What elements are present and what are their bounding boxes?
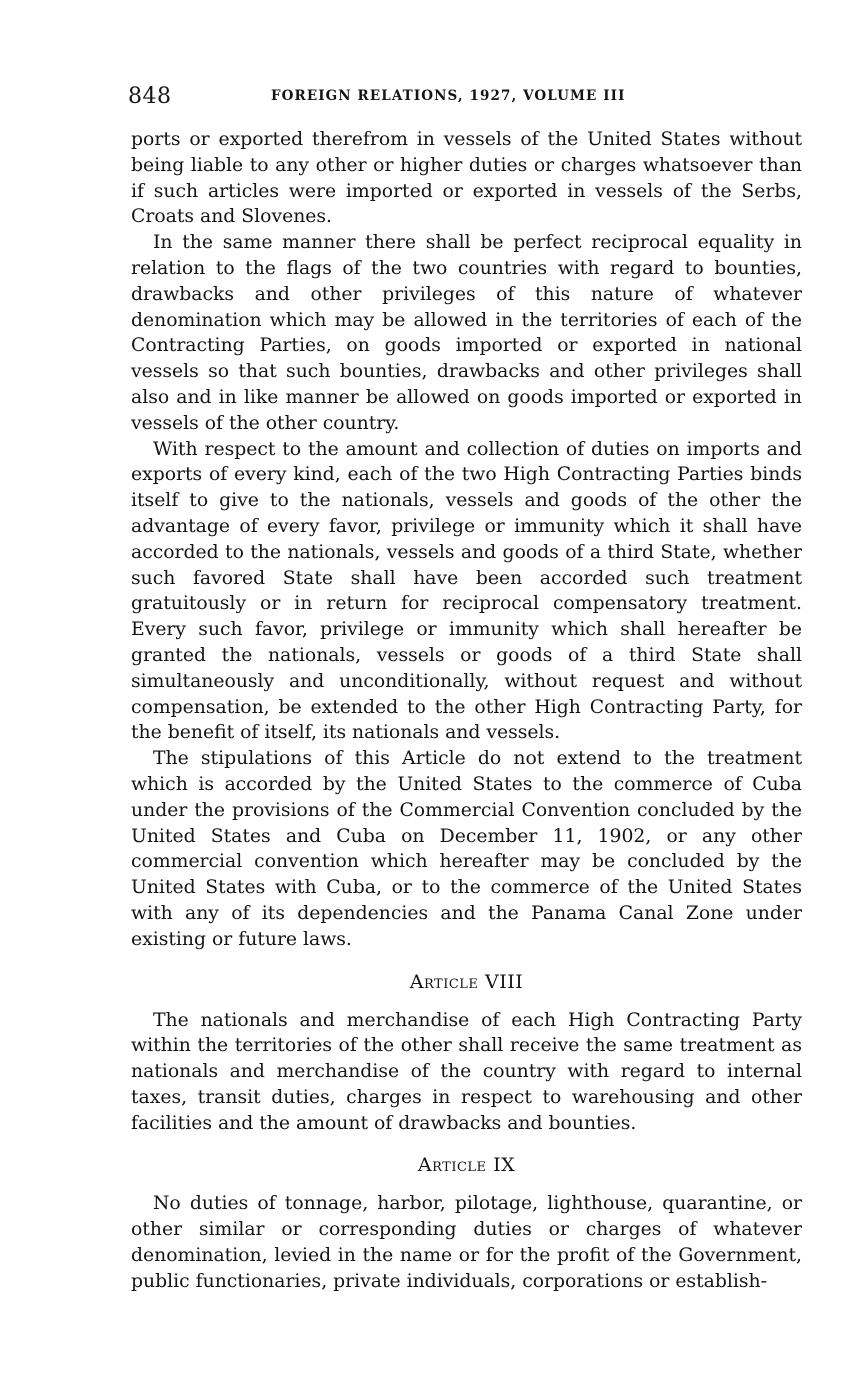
page-number: 848 xyxy=(128,84,172,109)
paragraph-cuba-exception: The stipulations of this Article do not extend to the treatment which is accorded by the United States to the commerce of Cuba under the provisions of the Commercial Convention concluded by the United States and Cuba on December 11, 1902, or any other commercial convention which hereafter may be concluded by the United States with Cuba, or to the commerce of the United States with any of its dependencies and the Panama Canal Zone under existing or future laws. xyxy=(131,748,802,950)
article-ix-numeral: IX xyxy=(493,1154,516,1177)
paragraph-flags-equality: In the same manner there shall be perfect reciprocal equality in relation to the flags of the two countries with regard to bounties, drawbacks and other privileges of this nature of whatever denomination which may be allowed in the territories of each of the Contracting Parties, on goods imported or exported in national vessels so that such bounties, drawbacks and other privileges shall also and in like manner be allowed on goods imported or exported in vessels of the other country. xyxy=(131,232,802,434)
body-text xyxy=(131,127,802,1295)
paragraph-continued: ports or exported therefrom in vessels of the United States without being liable to any other or higher duties or charges whatsoever than if such articles were imported or exported in vessels of the Serbs, Croats and Slovenes. xyxy=(131,129,802,228)
running-head: FOREIGN RELATIONS, 1927, VOLUME III xyxy=(271,88,626,104)
paragraph-duties-favor: With respect to the amount and collection of duties on imports and exports of every kind, each of the two High Contracting Parties binds itself to give to the nationals, vessels and goods of the other the advantage of every favor, privilege or immunity which it shall have accorded to the nationals, vessels and goods of a third State, whether such favored State shall have been accorded such treatment gratuitously or in return for reciprocal compensatory treatment. Every such favor, privilege or immunity which shall hereafter be granted the nationals, vessels or goods of a third State shall simultaneously and unconditionally, without request and without compensation, be extended to the other High Contracting Party, for the benefit of itself, its nationals and vessels. xyxy=(131,438,802,744)
article-ix-heading xyxy=(131,1153,802,1177)
article-viii-heading xyxy=(131,970,802,994)
article-viii-label: Article xyxy=(409,970,479,993)
page-header xyxy=(128,84,804,116)
article-viii-numeral: VIII xyxy=(484,970,524,993)
article-ix-text: No duties of tonnage, harbor, pilotage, lighthouse, quarantine, or other similar or corresponding duties or charges of whatever denomination, levied in the name or for the profit of the Government, public functionaries, private individuals, corporations or establish- xyxy=(131,1193,802,1292)
article-ix-label: Article xyxy=(417,1154,487,1177)
article-viii-text: The nationals and merchandise of each High Contracting Party within the territories of the other shall receive the same treatment as nationals and merchandise of the country with regard to internal taxes, transit duties, charges in respect to warehousing and other facilities and the amount of drawbacks and bounties. xyxy=(131,1009,802,1134)
